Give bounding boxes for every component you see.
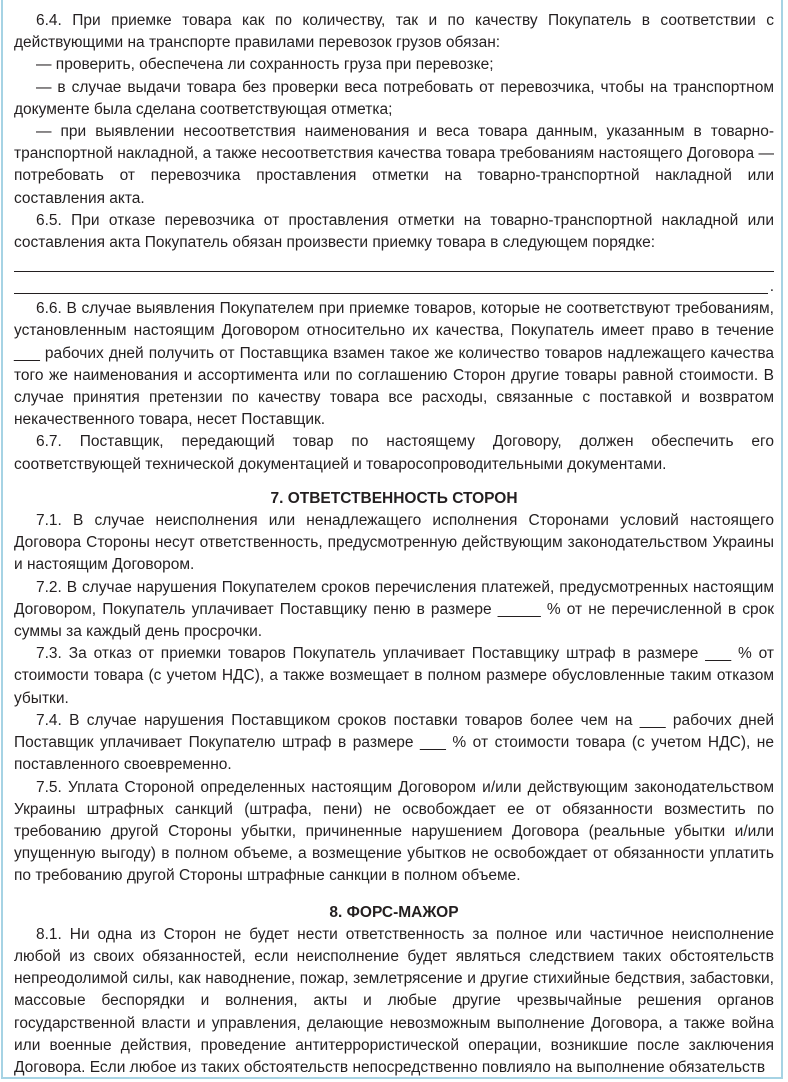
clause-6-6: 6.6. В случае выявления Покупателем при приемке товаров, которые не соответствуют требованиям, установленным настоящим Договором относительно их качества, Покупатель имеет право в течение ___ рабочих дней получить от Поставщика взамен такое же количество товаров надлежащего качества того же наименования и ассортимента или по соглашению Сторон другие товары равной стоимости. В случае принятия претензии по качеству товара все расходы, связанные с поставкой и возвратом некачественного товара, несет Поставщик.: [14, 300, 774, 429]
blank-fill-line: [14, 254, 774, 276]
clause-7-2: 7.2. В случае нарушения Покупателем сроков перечисления платежей, предусмотренных настоящим Договором, Покупатель уплачивает Поставщику пеню в размере _____ % от не перечисленной в срок суммы за каждый день просрочки.: [14, 578, 774, 641]
clause-6-7: 6.7. Поставщик, передающий товар по настоящему Договору, должен обеспечить его соответствующей технической документацией и товаросопроводительными документами.: [14, 433, 774, 473]
clause-7-1: 7.1. В случае неисполнения или ненадлежащего исполнения Сторонами условий настоящего Договора Стороны несут ответственность, предусмотренную действующим законодательством Украины и настоящим Договором.: [14, 512, 774, 574]
blank-underline: [14, 271, 774, 272]
clause-6-4-item-c: — при выявлении несоответствия наименования и веса товара данным, указанным в товарно-транспортной накладной, а также несоответствия качества товара требованиям настоящего Договора — потребовать от перевозчика проставления отметки на товарно-транспортной накладной или составления акта.: [14, 123, 774, 207]
clause-6-4: 6.4. При приемке товара как по количеству, так и по качеству Покупатель в соответствии с действующими на транспорте правилами перевозок грузов обязан:: [14, 12, 774, 52]
section-gap: [14, 888, 774, 902]
section-7-title: 7. ОТВЕТСТВЕННОСТЬ СТОРОН: [270, 489, 518, 507]
blank-underline: [14, 293, 768, 294]
clause-6-4-item-a: — проверить, обеспечена ли сохранность груза при перевозке;: [36, 56, 494, 74]
clause-7-5: 7.5. Уплата Стороной определенных настоящим Договором и/или действующим законодательством Украины штрафных санкций (штрафа, пени) не освобождает ее от обязанности возместить по требованию другой Стороны убытки, причиненные нарушением Договора (реальные убытки и/или упущенную выгоду) в полном объеме, а возмещение убытков не освобождает от обязанности уплатить по требованию другой Стороны штрафные санкции в полном объеме.: [14, 778, 774, 885]
clause-6-4-item-b: — в случае выдачи товара без проверки веса потребовать от перевозчика, чтобы на транспортном документе была сделана соответствующая отметка;: [14, 78, 774, 118]
blank-fill-line: [14, 276, 774, 298]
section-gap: [14, 476, 774, 488]
blank-line-end: .: [769, 278, 774, 296]
clause-7-3: 7.3. За отказ от приемки товаров Покупатель уплачивает Поставщику штраф в размере ___ % от стоимости товара (с учетом НДС), а также возмещает в полном размере обусловленные таким отказом убытки.: [14, 645, 774, 707]
clause-8-1: 8.1. Ни одна из Сторон не будет нести ответственность за полное или частичное неисполнение любой из своих обязанностей, если неисполнение будет являться следствием таких обстоятельств непреодолимой силы, как наводнение, пожар, землетрясение и другие стихийные бедствия, забастовки, массовые беспорядки и волнения, акты и любые другие чрезвычайные решения органов государственной власти и управления, делающие невозможным выполнение Договора, а также война или военные действия, проведение антитеррористической операции, возникшие после заключения Договора. Если любое из таких обстоятельств непосредственно повлияло на выполнение обязательств: [14, 925, 774, 1076]
clause-6-5: 6.5. При отказе перевозчика от проставления отметки на товарно-транспортной накладной или составления акта Покупатель обязан произвести приемку товара в следующем порядке:: [14, 211, 774, 252]
clause-7-4: 7.4. В случае нарушения Поставщиком сроков поставки товаров более чем на ___ рабочих дней Поставщик уплачивает Покупателю штраф в размере ___ % от стоимости товара (с учетом НДС), не поставленного своевременно.: [14, 711, 774, 774]
document-body: [14, 10, 774, 1079]
section-8-title: 8. ФОРС-МАЖОР: [329, 903, 459, 921]
